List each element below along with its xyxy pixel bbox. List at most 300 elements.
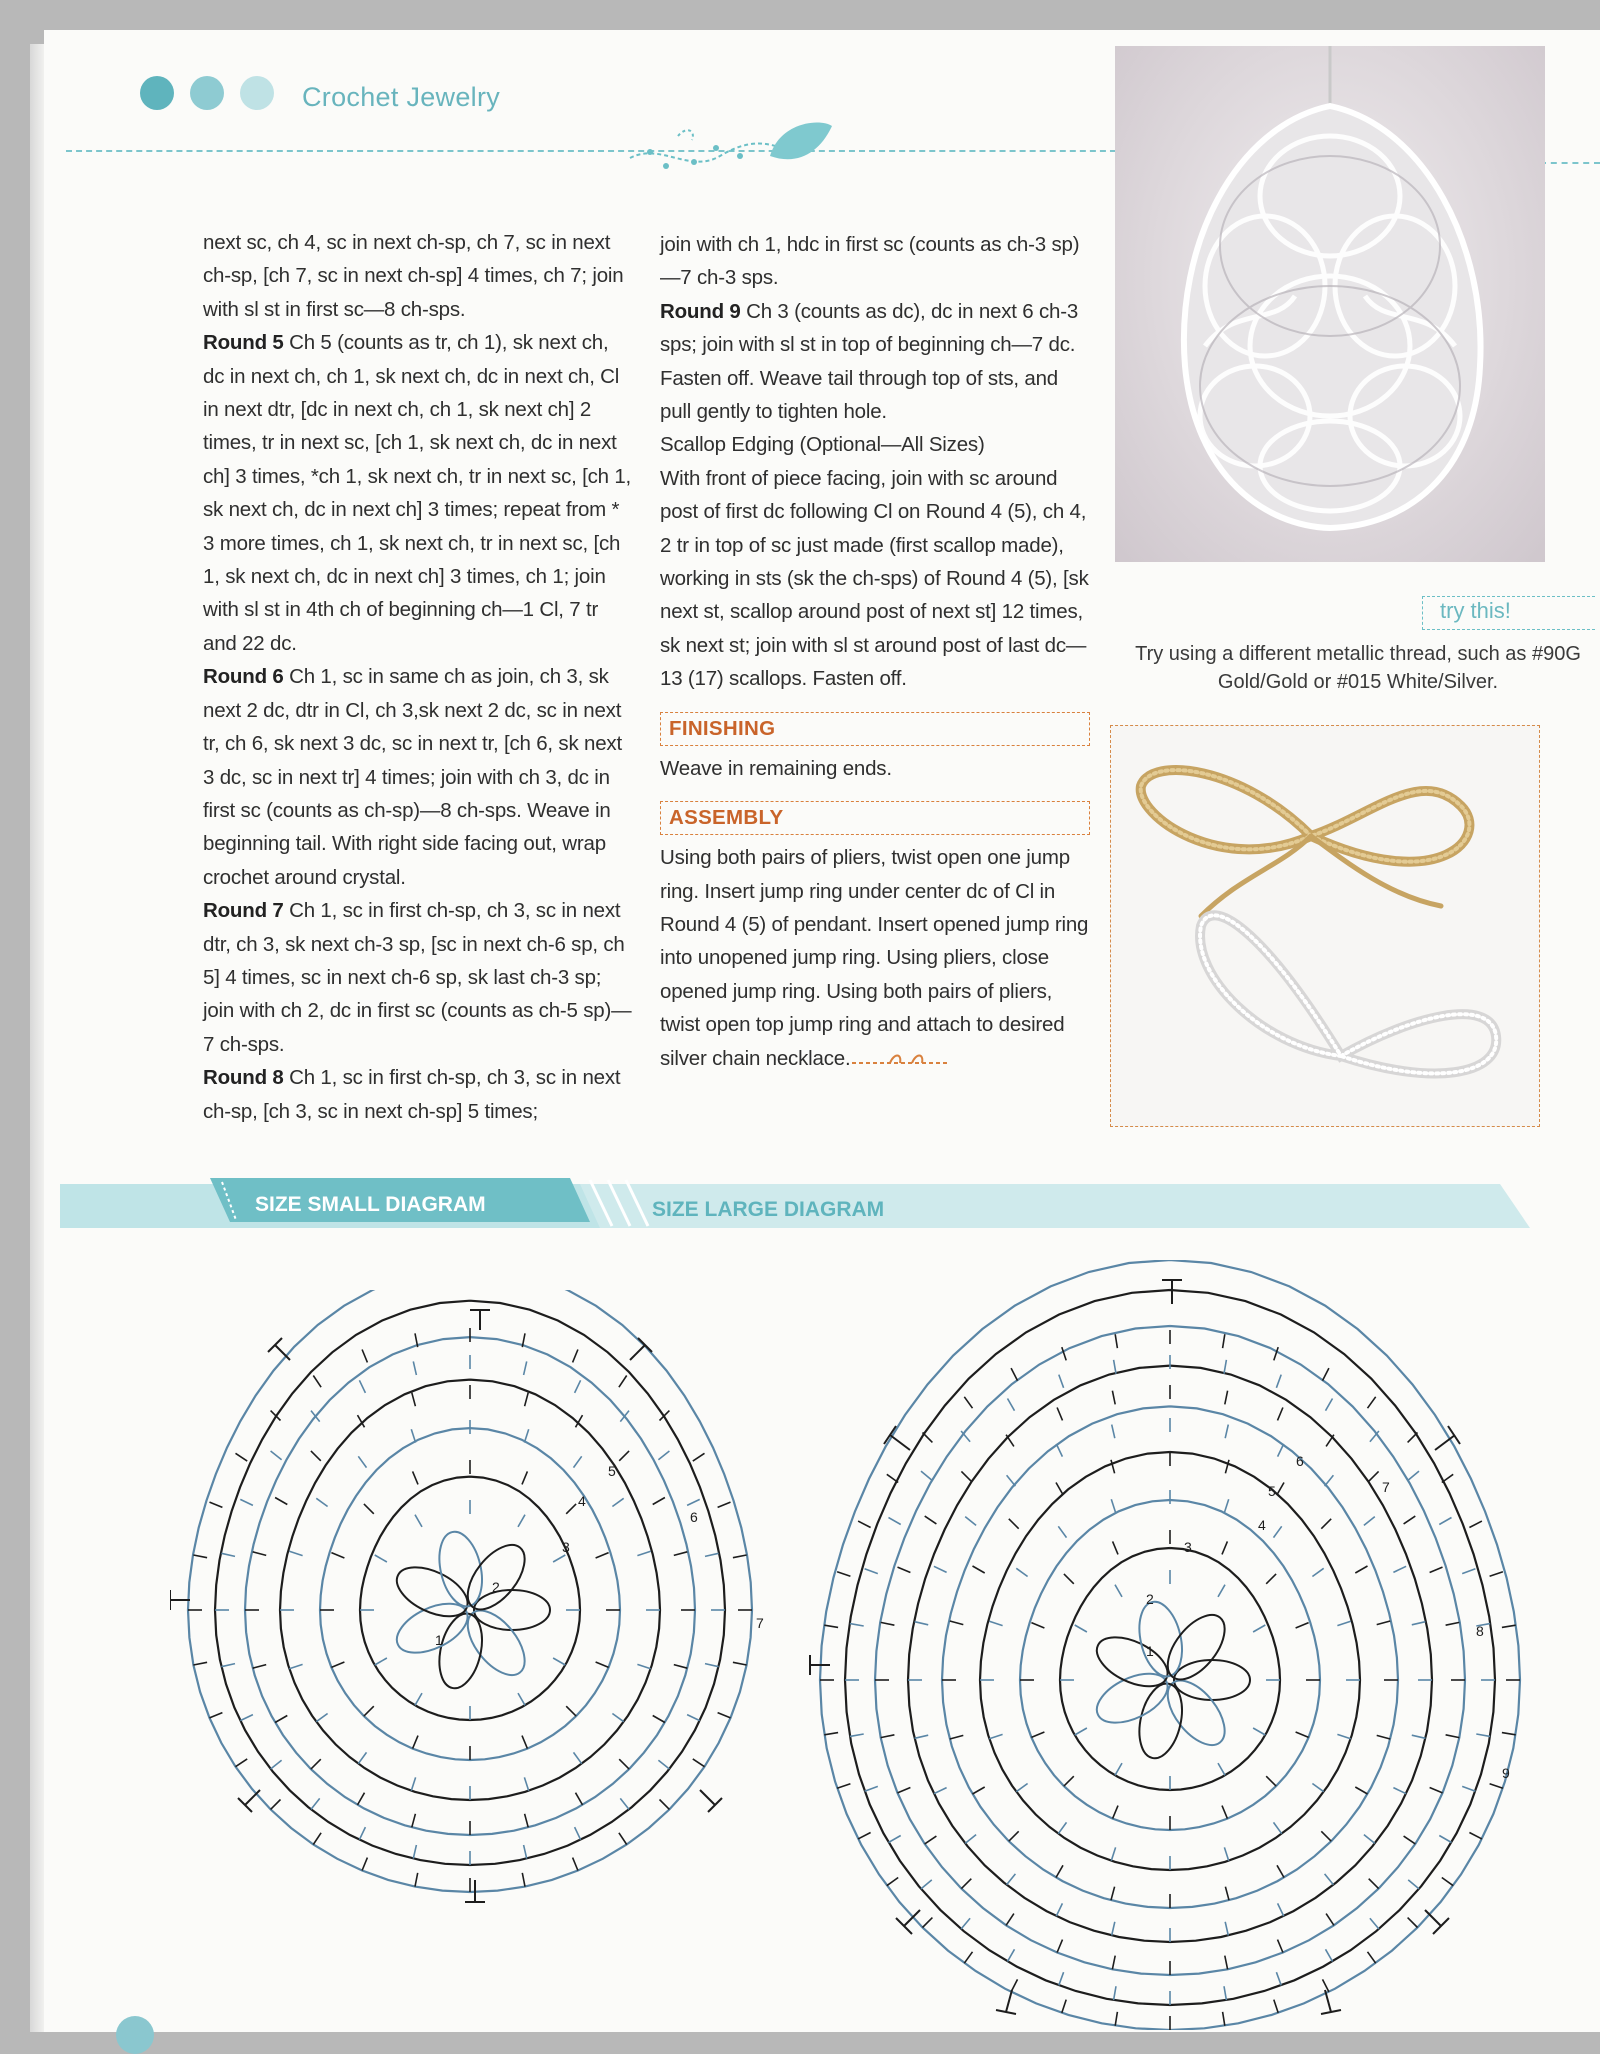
stitch-mark — [1462, 1786, 1475, 1791]
stitch-mark — [1430, 1567, 1443, 1572]
stitch-mark — [524, 1777, 528, 1790]
stitch-mark — [1016, 1784, 1027, 1792]
stitch-mark — [275, 1716, 287, 1723]
stitch-mark — [1412, 1622, 1426, 1625]
round-number: 2 — [1146, 1591, 1154, 1607]
stitch-mark — [1114, 1986, 1116, 2000]
stitch-mark — [619, 1376, 627, 1388]
round-7 — [203, 894, 633, 1061]
stitch-mark — [637, 1551, 650, 1555]
stitch-mark — [522, 1471, 527, 1484]
stitch-mark — [1224, 1986, 1226, 2000]
stitch-mark — [837, 1784, 850, 1788]
stitch-mark — [221, 1553, 235, 1556]
stitch-mark — [921, 1880, 932, 1889]
stitch-mark — [193, 1555, 207, 1558]
stitch-mark — [1337, 1621, 1350, 1625]
stitch-mark — [1278, 1408, 1283, 1421]
stitch-mark — [1408, 1433, 1418, 1443]
stitch-mark — [965, 1835, 976, 1844]
stitch-mark — [1321, 1519, 1331, 1529]
stitch-mark — [1476, 1734, 1490, 1736]
stitch-mark — [271, 1451, 282, 1460]
stitch-mark — [1031, 1732, 1044, 1737]
stitch-mark — [1112, 1922, 1115, 1936]
stitch-mark — [973, 1787, 985, 1794]
stitch-mark — [1274, 1822, 1282, 1833]
stitch-mark — [596, 1553, 609, 1558]
stitch-mark — [674, 1665, 688, 1669]
stitch-mark — [313, 1376, 321, 1388]
stitch-mark — [1266, 1776, 1276, 1786]
stitch-mark — [961, 1918, 970, 1929]
stitch-mark — [1312, 1784, 1323, 1792]
stitch-mark — [1008, 1399, 1015, 1411]
stitch-mark — [1323, 1368, 1329, 1381]
stitch-mark — [1058, 1822, 1066, 1833]
round-8 — [203, 1061, 633, 1128]
stitch-mark — [1490, 1572, 1503, 1576]
section-title: Crochet Jewelry — [302, 82, 501, 112]
stitch-mark — [733, 1662, 747, 1665]
stitch-mark — [253, 1665, 267, 1669]
stitch-mark — [653, 1498, 665, 1505]
stitch-mark — [518, 1693, 525, 1705]
stitch-mark — [973, 1566, 985, 1573]
stitch-mark — [612, 1498, 623, 1506]
stitch-mark — [1075, 1625, 1087, 1632]
petal-loop — [389, 1557, 475, 1626]
stitch-mark — [1223, 1334, 1225, 1348]
stitch-mark — [1225, 1956, 1228, 1970]
stitch-mark — [1115, 1763, 1122, 1775]
stitch-mark — [1368, 1952, 1376, 1963]
header-dot — [140, 76, 174, 110]
stitch-mark — [1113, 1541, 1118, 1554]
stitch-mark — [1218, 1585, 1225, 1597]
stitch-mark — [331, 1662, 344, 1667]
round-text: Ch 1, sc in same ch as join, ch 3, sk next 2 dc, dtr in Cl, ch 3,sk next 2 dc, sc in next tr, ch 6, sk next 3 dc, sc in next tr, [ch 6, sk next 3 dc, sc in next tr] 4 times; join with ch 3, dc in first sc (counts as ch-sp)—8 ch-sps. Weave in beginning tail. With right side facing out, wrap crochet around crystal. — [203, 665, 622, 889]
stitch-mark — [1112, 1391, 1115, 1405]
round-number: 4 — [1258, 1517, 1266, 1533]
stitch-mark — [411, 1777, 415, 1790]
stitch-mark — [1111, 1847, 1115, 1860]
stitch-mark — [311, 1798, 320, 1809]
round-number: 3 — [1184, 1539, 1192, 1555]
stitch-mark — [1442, 1474, 1453, 1482]
stitch-mark — [934, 1566, 947, 1572]
metallic-thread-image — [1111, 726, 1539, 1126]
petal-loop — [1089, 1627, 1175, 1696]
stitch-mark — [1059, 1972, 1064, 1985]
stitch-mark — [358, 1793, 365, 1805]
stitch-mark — [193, 1662, 207, 1665]
stitch-mark — [1224, 1360, 1226, 1374]
stitch-mark — [705, 1664, 719, 1667]
stitch-ring — [1060, 1548, 1280, 1790]
stitch-mark — [221, 1664, 235, 1667]
assembly-text: Using both pairs of pliers, twist open one jump ring. Insert jump ring under center dc of Cl in Round 4 (5) of pendant. Insert opened jump ring into unopened jump ring. Using pliers, close opened jump ring. Using both pairs of pliers, twist open top jump ring and attach to desired silver chain necklace. — [660, 846, 1089, 1070]
stitch-mark — [1446, 1622, 1460, 1625]
size-small-diagram — [170, 1290, 790, 1910]
stitch-mark — [415, 1515, 422, 1527]
stitch-mark — [1404, 1516, 1416, 1524]
stitch-mark — [1115, 2012, 1117, 2026]
stitch-mark — [850, 1624, 864, 1626]
stitch-mark — [331, 1553, 344, 1558]
stitch-mark — [961, 1471, 971, 1481]
round-number: 5 — [1268, 1483, 1276, 1499]
stitch-mark — [1008, 1949, 1015, 1961]
stitch-mark — [898, 1788, 911, 1793]
stitch-mark — [1276, 1375, 1281, 1388]
round-number: 3 — [562, 1539, 570, 1555]
stitch-mark — [850, 1734, 864, 1736]
stitch-mark — [660, 1800, 670, 1810]
stitch-mark — [575, 1380, 581, 1393]
thread-photo — [1110, 725, 1540, 1127]
size-large-diagram-label: SIZE LARGE DIAGRAM — [652, 1198, 885, 1221]
stitch-mark — [1223, 2012, 1225, 2026]
stitch-mark — [522, 1873, 525, 1887]
stitch-mark — [1115, 1334, 1117, 1348]
stitch-mark — [1368, 1397, 1376, 1408]
stitch-mark — [887, 1474, 898, 1482]
stitch-mark — [1016, 1568, 1027, 1576]
round-number: 5 — [608, 1463, 616, 1479]
stitch-mark — [1325, 1874, 1334, 1885]
stitch-mark — [525, 1393, 529, 1407]
stitch-mark — [375, 1555, 387, 1562]
stitch-mark — [1393, 1566, 1406, 1572]
stitch-mark — [1064, 1776, 1074, 1786]
stitch-mark — [1278, 1444, 1284, 1457]
stitch-mark — [518, 1515, 525, 1527]
header-rule — [66, 150, 1126, 152]
stitch-mark — [236, 1453, 248, 1461]
header-dots — [140, 76, 274, 110]
finishing-heading: FINISHING — [660, 712, 1090, 746]
stitch-mark — [881, 1622, 895, 1625]
stitch-mark — [915, 1622, 929, 1625]
diagram-banner — [60, 1178, 1530, 1228]
round-label: Round 8 — [203, 1066, 284, 1090]
stitch-mark — [413, 1471, 418, 1484]
stitch-mark — [311, 1759, 321, 1769]
stitch-mark — [898, 1567, 911, 1572]
stitch-mark — [289, 1664, 302, 1668]
round-label: Round 7 — [203, 899, 284, 923]
stitch-mark — [1446, 1735, 1460, 1738]
vine-ornament-icon — [620, 112, 840, 184]
stitch-mark — [596, 1662, 609, 1667]
stitch-mark — [553, 1555, 565, 1562]
stitch-mark — [687, 1715, 700, 1721]
instructions-column-2 — [660, 228, 1090, 1075]
round-text: Ch 1, sc in first ch-sp, ch 3, sc in next dtr, ch 3, sk next ch-3 sp, [sc in next ch-6 sp, ch 5] 4 times, sc in next ch-6 sp, sk last ch-3 sp; join with ch 2, dc in first sc (counts as ch-5 sp)—7 ch-sps. — [203, 899, 632, 1056]
stitch-mark — [889, 1836, 901, 1843]
stitch-mark — [1113, 1806, 1118, 1819]
stitch-mark — [1412, 1735, 1426, 1738]
stitch-mark — [1009, 1831, 1019, 1841]
stitch-mark — [1326, 1949, 1333, 1961]
finishing-text: Weave in remaining ends. — [660, 756, 892, 780]
stitch-mark — [210, 1502, 223, 1507]
crochet-pendant-image — [1115, 46, 1545, 562]
stitch-mark — [1111, 1499, 1115, 1512]
stitch-mark — [1442, 1878, 1453, 1886]
round-number: 4 — [578, 1493, 586, 1509]
stitch-mark — [524, 1845, 527, 1859]
stitch-mark — [524, 1361, 527, 1375]
stitch-mark — [1355, 1787, 1367, 1794]
stitch-mark — [253, 1552, 267, 1556]
stitch-mark — [858, 1521, 871, 1527]
stitch-mark — [1439, 1518, 1451, 1525]
stitch-mark — [574, 1752, 582, 1763]
round-text: Ch 5 (counts as tr, ch 1), sk next ch, dc in next ch, ch 1, sk next ch, dc in next ch, Cl in next dtr, [dc in next ch, ch 1, sk next ch] 2 times, tr in next sc, [ch 1, sk next ch, dc in next ch] 3 times, *ch 1, sk next ch, tr in next sc, [ch 1, sk next ch, dc in next ch] 3 times; repeat from * 3 more times, ch 1, sk next ch, tr in next sc, [ch 1, sk next ch, dc in next ch] 3 times, ch 1; join with sl st in 4th ch of beginning ch—1 Cl, 7 tr and 22 dc. — [203, 331, 632, 655]
stitch-mark — [619, 1451, 629, 1461]
stitch-mark — [362, 1858, 367, 1871]
stitch-mark — [362, 1350, 367, 1363]
stitch-mark — [375, 1658, 387, 1665]
stitch-mark — [1296, 1623, 1309, 1628]
petal-loop — [389, 1594, 475, 1663]
stitch-mark — [658, 1451, 669, 1460]
stitch-mark — [275, 1498, 287, 1505]
stitch-mark — [824, 1625, 838, 1627]
stitch-mark — [1369, 1879, 1379, 1889]
stitch-mark — [1337, 1734, 1350, 1738]
round-number: 1 — [1146, 1643, 1154, 1659]
stitch-mark — [1007, 1475, 1016, 1486]
size-small-diagram-label: SIZE SMALL DIAGRAM — [255, 1193, 486, 1216]
stitch-mark — [1114, 1360, 1116, 1374]
stitch-mark — [1502, 1625, 1516, 1627]
stitch-mark — [1490, 1784, 1503, 1788]
stitch-mark — [1218, 1763, 1225, 1775]
stitch-ring — [820, 1260, 1520, 2030]
stitch-mark — [858, 1833, 871, 1839]
stitch-mark — [1224, 1847, 1228, 1860]
stitch-mark — [1064, 1574, 1074, 1584]
stitch-mark — [1115, 1585, 1122, 1597]
round-number: 8 — [1476, 1623, 1484, 1639]
round-label: Round 9 — [660, 299, 741, 323]
stitch-mark — [881, 1735, 895, 1738]
stitch-mark — [989, 1734, 1002, 1738]
stitch-mark — [934, 1788, 947, 1794]
round-number: 9 — [1502, 1765, 1510, 1781]
round-text: Ch 1, sc in first ch-sp, ch 3, sc in next ch-sp, [ch 3, sc in next ch-sp] 5 times; — [203, 1066, 621, 1123]
stitch-mark — [1369, 1471, 1379, 1481]
stitch-mark — [413, 1736, 418, 1749]
stitch-mark — [316, 1714, 327, 1722]
petal-loop — [1089, 1664, 1175, 1733]
stitch-mark — [289, 1551, 302, 1555]
stitch-mark — [865, 1569, 878, 1574]
stitch-mark — [1408, 1880, 1419, 1889]
stitch-mark — [1266, 1574, 1276, 1584]
stitch-mark — [1225, 1425, 1228, 1439]
round-number: 6 — [690, 1509, 698, 1525]
stitch-mark — [1112, 1425, 1115, 1439]
stitch-mark — [553, 1658, 565, 1665]
stitch-mark — [1274, 2000, 1278, 2013]
stitch-mark — [925, 1516, 937, 1524]
assembly-heading: ASSEMBLY — [660, 801, 1090, 835]
stitch-mark — [1031, 1623, 1044, 1628]
try-this-text: Try using a different metallic thread, such as #90G Gold/Gold or #015 White/Silver. — [1135, 643, 1581, 693]
header-dot — [240, 76, 274, 110]
pendant-photo — [1115, 46, 1545, 562]
stitch-mark — [1377, 1621, 1391, 1625]
stitch-mark — [364, 1706, 374, 1716]
stitch-mark — [1439, 1836, 1451, 1843]
continuation-text: join with ch 1, hdc in first sc (counts as ch-3 sp)—7 ch-3 sps. — [660, 233, 1080, 290]
stitch-mark — [575, 1827, 581, 1840]
stitch-mark — [1469, 1833, 1482, 1839]
stitch-mark — [718, 1502, 731, 1507]
stitch-mark — [1364, 1517, 1375, 1526]
stitch-mark — [923, 1918, 933, 1928]
stitch-mark — [415, 1693, 422, 1705]
round-number: 6 — [1296, 1453, 1304, 1469]
stitch-mark — [566, 1504, 576, 1514]
stitch-mark — [824, 1733, 838, 1735]
stitch-mark — [733, 1555, 747, 1558]
stitch-mark — [1321, 1831, 1331, 1841]
round-label: Round 6 — [203, 665, 284, 689]
stitch-mark — [1222, 1541, 1227, 1554]
stitch-mark — [1225, 1922, 1228, 1936]
stitch-mark — [923, 1433, 933, 1443]
stitch-mark — [313, 1833, 321, 1845]
stitch-mark — [359, 1827, 365, 1840]
stitch-mark — [236, 1759, 248, 1767]
stitch-mark — [522, 1736, 527, 1749]
stitch-mark — [524, 1429, 528, 1442]
stitch-ring — [980, 1452, 1360, 1870]
stitch-mark — [1370, 1918, 1379, 1929]
petal-loop — [474, 1590, 550, 1630]
stitch-mark — [961, 1879, 971, 1889]
round-6 — [203, 660, 633, 894]
stitch-mark — [1408, 1471, 1419, 1480]
stitch-mark — [887, 1878, 898, 1886]
stitch-mark — [316, 1498, 327, 1506]
round-9 — [660, 295, 1090, 429]
round-5 — [203, 326, 633, 660]
stitch-mark — [1007, 1874, 1016, 1885]
stitch-mark — [240, 1499, 253, 1505]
stitch-mark — [1011, 1368, 1017, 1381]
stitch-mark — [865, 1786, 878, 1791]
stitch-mark — [1377, 1735, 1391, 1739]
stitch-mark — [693, 1453, 705, 1461]
stitch-mark — [837, 1572, 850, 1576]
stitch-mark — [1009, 1519, 1019, 1529]
stitch-mark — [1408, 1918, 1418, 1928]
stitch-mark — [1469, 1521, 1482, 1527]
stitch-mark — [674, 1552, 688, 1556]
stitch-mark — [1462, 1569, 1475, 1574]
round-label: Round 5 — [203, 331, 284, 355]
instructions-column-1 — [203, 226, 633, 1128]
stitch-mark — [1325, 1475, 1334, 1486]
stitch-mark — [1326, 1399, 1333, 1411]
try-this-label: try this! — [1440, 598, 1511, 623]
stitch-mark — [1056, 1903, 1062, 1916]
stitch-mark — [1057, 1940, 1062, 1953]
stitch-mark — [637, 1664, 650, 1668]
stitch-mark — [1278, 1940, 1283, 1953]
page-number-dot — [116, 2016, 154, 2054]
stitch-mark — [620, 1798, 629, 1809]
stitch-mark — [566, 1706, 576, 1716]
scallop-heading: Scallop Edging (Optional—All Sizes) — [660, 433, 985, 457]
stitch-mark — [1062, 2000, 1066, 2013]
stitch-mark — [950, 1735, 964, 1739]
stitch-mark — [358, 1456, 366, 1467]
stitch-mark — [1057, 1408, 1062, 1421]
stitch-mark — [1502, 1733, 1516, 1735]
stitch-mark — [525, 1814, 529, 1828]
stitch-mark — [573, 1858, 578, 1871]
stitch-mark — [1075, 1728, 1087, 1735]
stitch-mark — [1006, 1914, 1014, 1926]
stitch-mark — [358, 1752, 366, 1763]
stitch-mark — [364, 1504, 374, 1514]
stitch-mark — [1056, 1444, 1062, 1457]
stitch-mark — [915, 1735, 929, 1738]
header-dot — [190, 76, 224, 110]
stitch-mark — [413, 1361, 416, 1375]
stitch-mark — [1058, 1526, 1066, 1537]
petal-loop — [1174, 1660, 1250, 1700]
stitch-mark — [693, 1759, 705, 1767]
stitch-mark — [359, 1380, 365, 1393]
stitch-mark — [576, 1793, 583, 1805]
stitch-mark — [950, 1621, 964, 1625]
stitch-mark — [1277, 1483, 1284, 1495]
stitch-mark — [1430, 1788, 1443, 1793]
stitch-mark — [412, 1814, 416, 1828]
stitch-mark — [1274, 1526, 1282, 1537]
round-number: 7 — [1382, 1479, 1390, 1495]
stitch-mark — [1059, 1375, 1064, 1388]
size-large-diagram — [800, 1260, 1540, 2030]
stitch-mark — [1253, 1728, 1265, 1735]
round-text: Ch 3 (counts as dc), dc in next 6 ch-3 sps; join with sl st in top of beginning ch—7 dc. Fasten off. Weave tail through top of sts, and pull gently to tighten hole. — [660, 299, 1079, 424]
stitch-mark — [612, 1714, 623, 1722]
stitch-mark — [271, 1760, 282, 1769]
stitch-mark — [1056, 1865, 1063, 1877]
stitch-mark — [965, 1517, 976, 1526]
stitch-mark — [921, 1471, 932, 1480]
stitch-mark — [413, 1845, 416, 1859]
stitch-mark — [1276, 1972, 1281, 1985]
stitch-mark — [705, 1553, 719, 1556]
stitch-mark — [658, 1760, 669, 1769]
stitch-mark — [1364, 1835, 1375, 1844]
scallop-text: With front of piece facing, join with sc around post of first dc following Cl on Round 4 (5), ch 4, 2 tr in top of sc just made (first scallop made), working in sts (sk the ch-sps) of Round 4 (5), [sk next st, scallop around post of next st] 12 times, sk next st; join with sl st around post of last dc—13 (17) scallops. Fasten off. — [660, 466, 1089, 691]
stitch-mark — [1296, 1732, 1309, 1737]
continuation-text: next sc, ch 4, sc in next ch-sp, ch 7, sc in next ch-sp, [ch 7, sc in next ch-sp] 4 times, ch 7; join with sl st in first sc—8 ch-sps. — [203, 231, 624, 321]
stitch-mark — [1112, 1956, 1115, 1970]
stitch-mark — [1404, 1836, 1416, 1844]
stitch-mark — [412, 1393, 416, 1407]
